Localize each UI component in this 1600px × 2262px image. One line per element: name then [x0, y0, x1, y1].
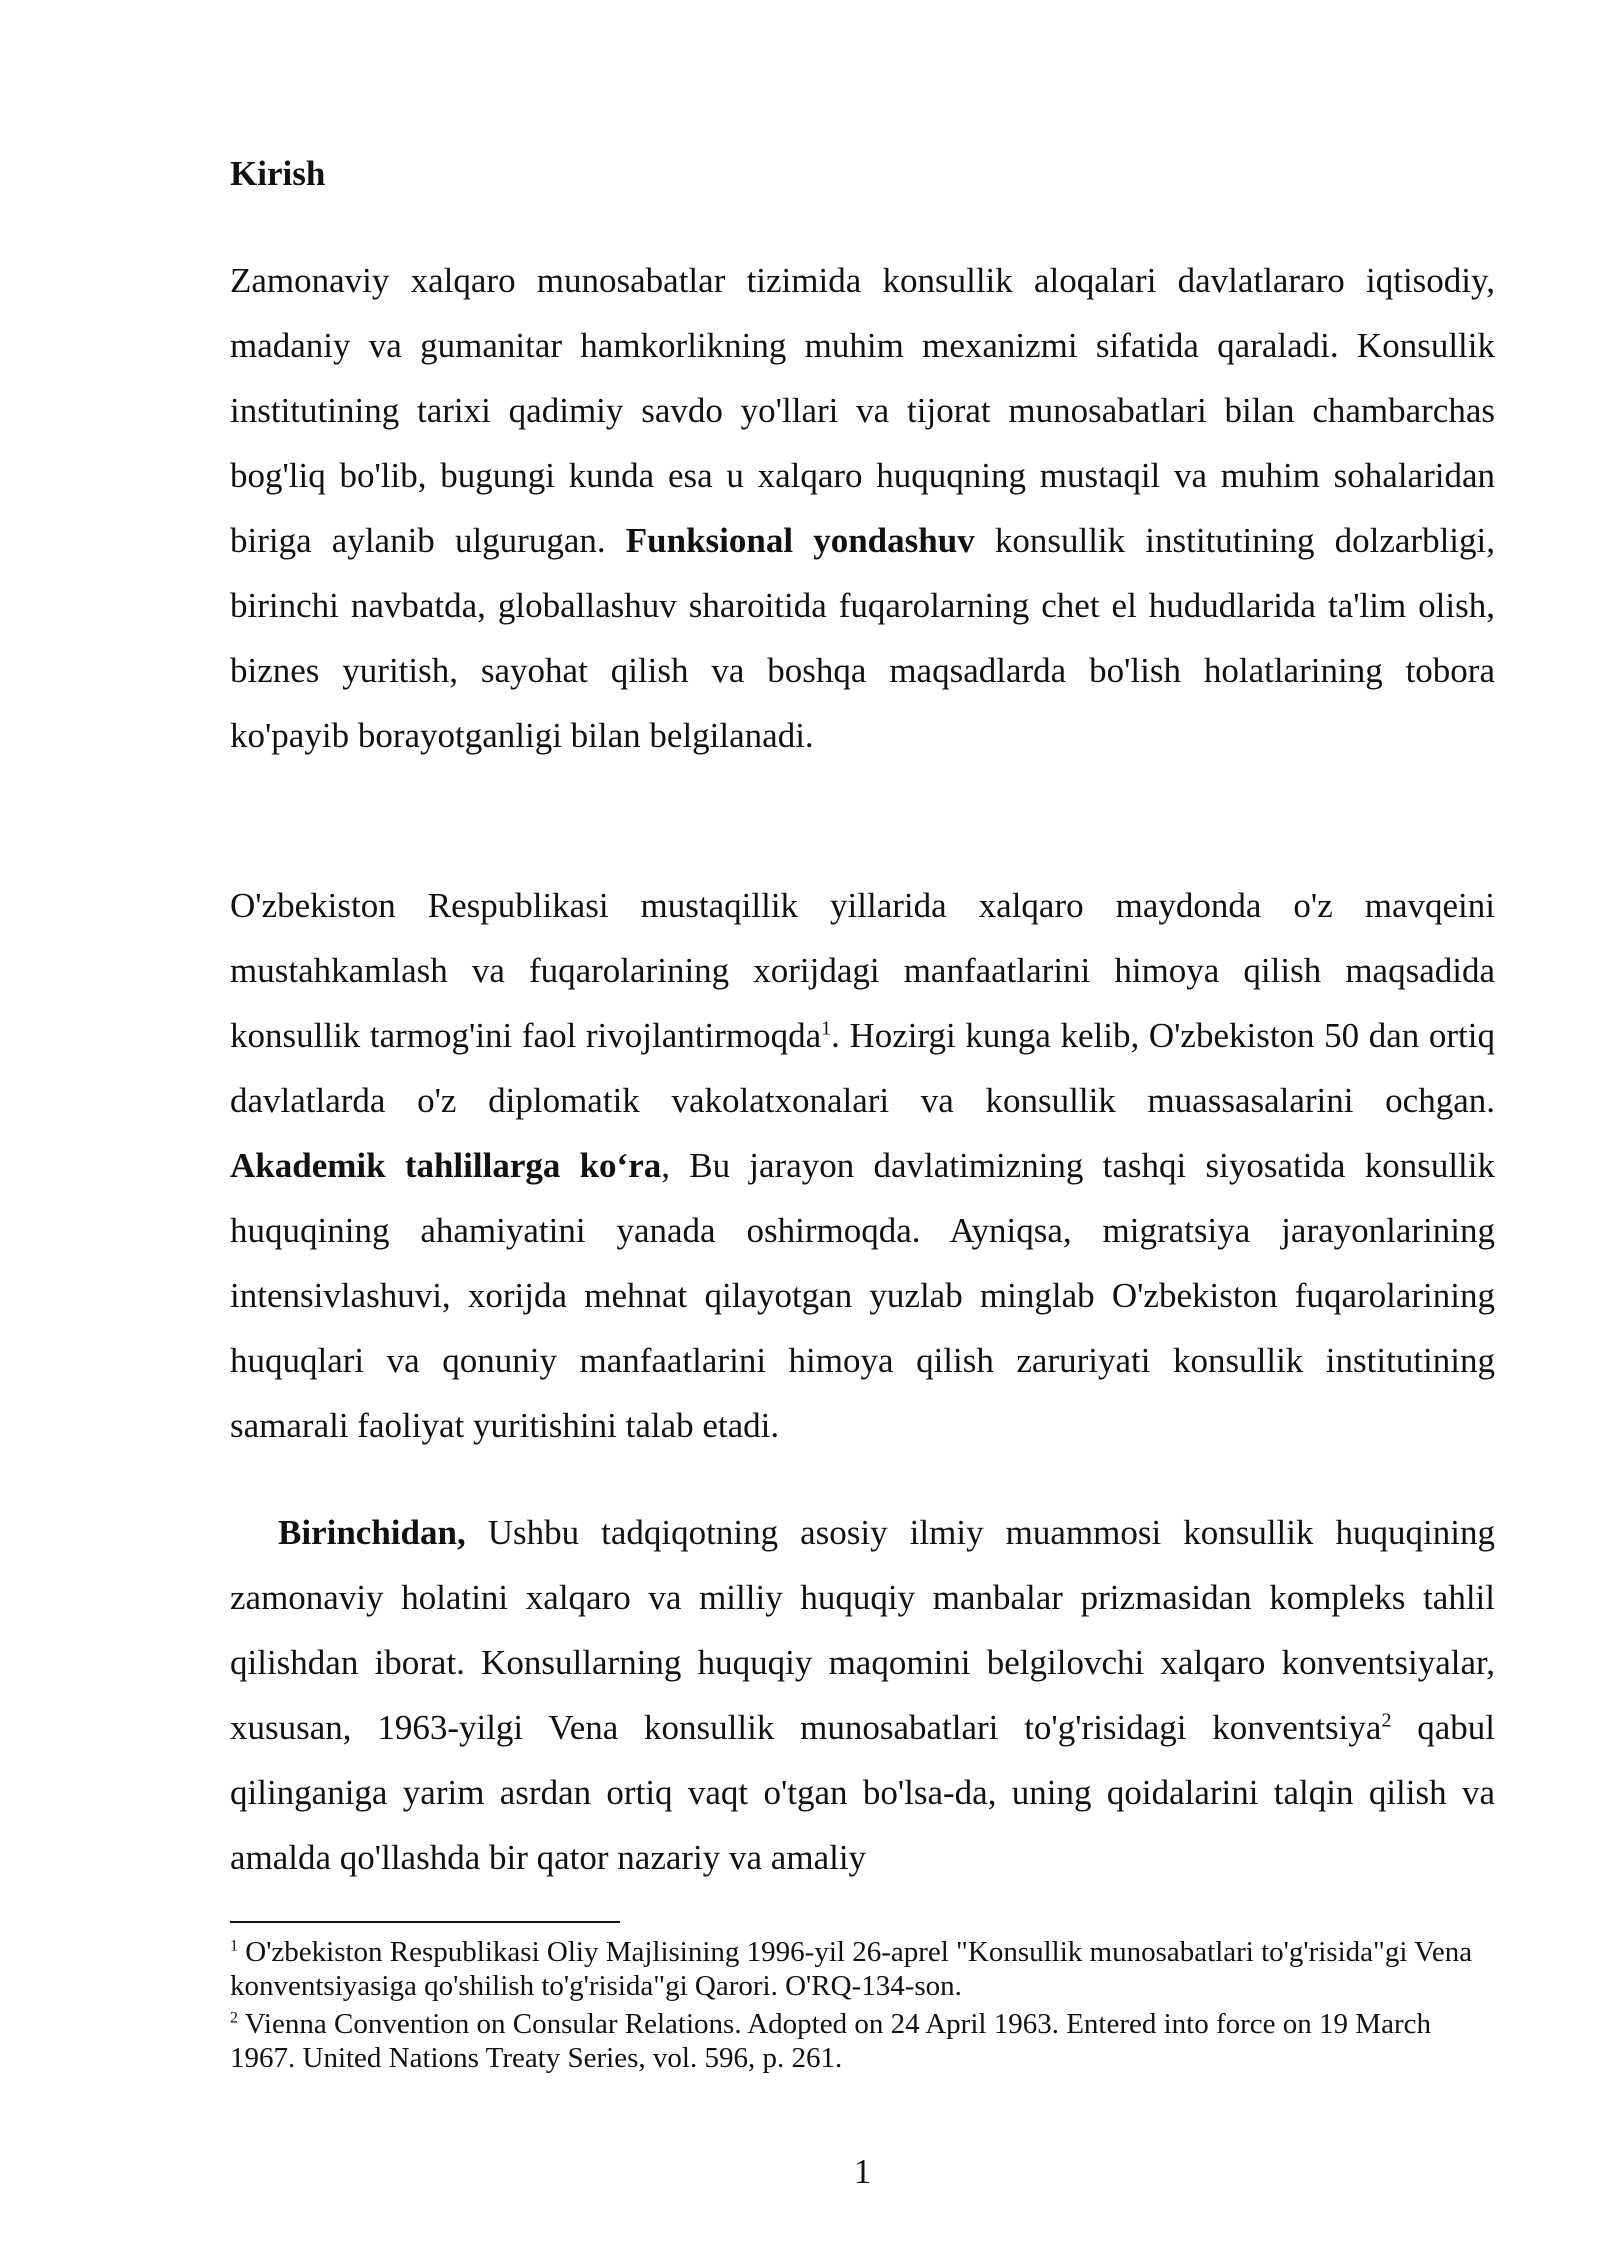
bold-term-academic-analysis: Akademik tahlillarga ko‘ra — [230, 1146, 662, 1185]
footnotes — [230, 1935, 1495, 2079]
paragraph-text: , Bu jarayon davlatimizning tashqi siyosatida konsullik huquqining ahamiyatini yanada oshirmoqda. Ayniqsa, migratsiya jarayonlarining intensivlashuvi, xorijda mehnat qilayotgan yuzlab minglab O'zbekiston fuqarolarining huquqlari va qonuniy manfaatlarini himoya qilish zaruriyati konsullik institutining samarali faoliyat yuritishini talab etadi. — [230, 1146, 1495, 1445]
bold-term-firstly: Birinchidan, — [278, 1513, 466, 1552]
bold-term-functional-approach: Funksional yondashuv — [625, 521, 975, 560]
paragraph-text: Zamonaviy xalqaro munosabatlar tizimida konsullik aloqalari davlatlararo iqtisodiy, madaniy va gumanitar hamkorlikning muhim mexanizmi sifatida qaraladi. Konsullik institutining tarixi qadimiy savdo yo'llari va tijorat munosabatlari bilan chambarchas bog'liq bo'lib, bugungi kunda esa u xalqaro huquqning mustaqil va muhim sohalaridan biriga aylanib ulgurugan. — [230, 261, 1495, 560]
paragraph-text: . Hozirgi kunga kelib, O'zbekiston 50 dan ortiq davlatlarda o'z diplomatik vakolatxonalari va konsullik muassasalarini ochgan. — [230, 1016, 1495, 1120]
paragraph-text: konsullik institutining dolzarbligi, birinchi navbatda, globallashuv sharoitida fuqarolarning chet el hududlarida ta'lim olish, biznes yuritish, sayohat qilish va boshqa maqsadlarda bo'lish holatlarining tobora ko'payib borayotganligi bilan belgilanadi. — [230, 521, 1495, 755]
footnote-marker: 1 — [230, 1937, 238, 1955]
footnote-reference-1[interactable]: 1 — [821, 1017, 832, 1040]
footnote-1 — [230, 1935, 1495, 2003]
paragraph-text: O'zbekiston Respublikasi mustaqillik yillarida xalqaro maydonda o'z mavqeini mustahkamlash va fuqarolarining xorijdagi manfaatlarini himoya qilish maqsadida konsullik tarmog'ini faol rivojlantirmoqda — [230, 886, 1495, 1055]
footnote-text: O'zbekiston Respublikasi Oliy Majlisining 1996-yil 26-aprel "Konsullik munosabatlari to'g'risida"gi Vena konventsiyasiga qo'shilish to'g'risida"gi Qarori. O'RQ-134-son. — [230, 1936, 1473, 2002]
footnote-marker: 2 — [230, 2009, 238, 2027]
paragraph-research-problem — [230, 1500, 1495, 1890]
footnote-reference-2[interactable]: 2 — [1381, 1709, 1392, 1732]
page-number: 1 — [853, 2152, 872, 2191]
footnote-text: Vienna Convention on Consular Relations. Adopted on 24 April 1963. Entered into force on 19 March 1967. United Nations Treaty Series, vol. 596, p. 261. — [230, 2008, 1431, 2074]
footnote-2 — [230, 2007, 1495, 2075]
section-heading: Kirish — [230, 154, 326, 193]
document-page — [230, 0, 1495, 2262]
footnote-divider — [230, 1921, 620, 1923]
paragraph-text: qabul qilinganiga yarim asrdan ortiq vaqt o'tgan bo'lsa-da, uning qoidalarini talqin qilish va amalda qo'llashda bir qator nazariy va amaliy — [230, 1708, 1495, 1877]
paragraph-uzbekistan — [230, 873, 1495, 1458]
paragraph-intro — [230, 248, 1495, 768]
paragraph-text: Ushbu tadqiqotning asosiy ilmiy muammosi konsullik huquqining zamonaviy holatini xalqaro va milliy huquqiy manbalar prizmasidan kompleks tahlil qilishdan iborat. Konsullarning huquqiy maqomini belgilovchi xalqaro konventsiyalar, xususan, 1963-yilgi Vena konsullik munosabatlari to'g'risidagi konventsiya — [230, 1513, 1495, 1747]
